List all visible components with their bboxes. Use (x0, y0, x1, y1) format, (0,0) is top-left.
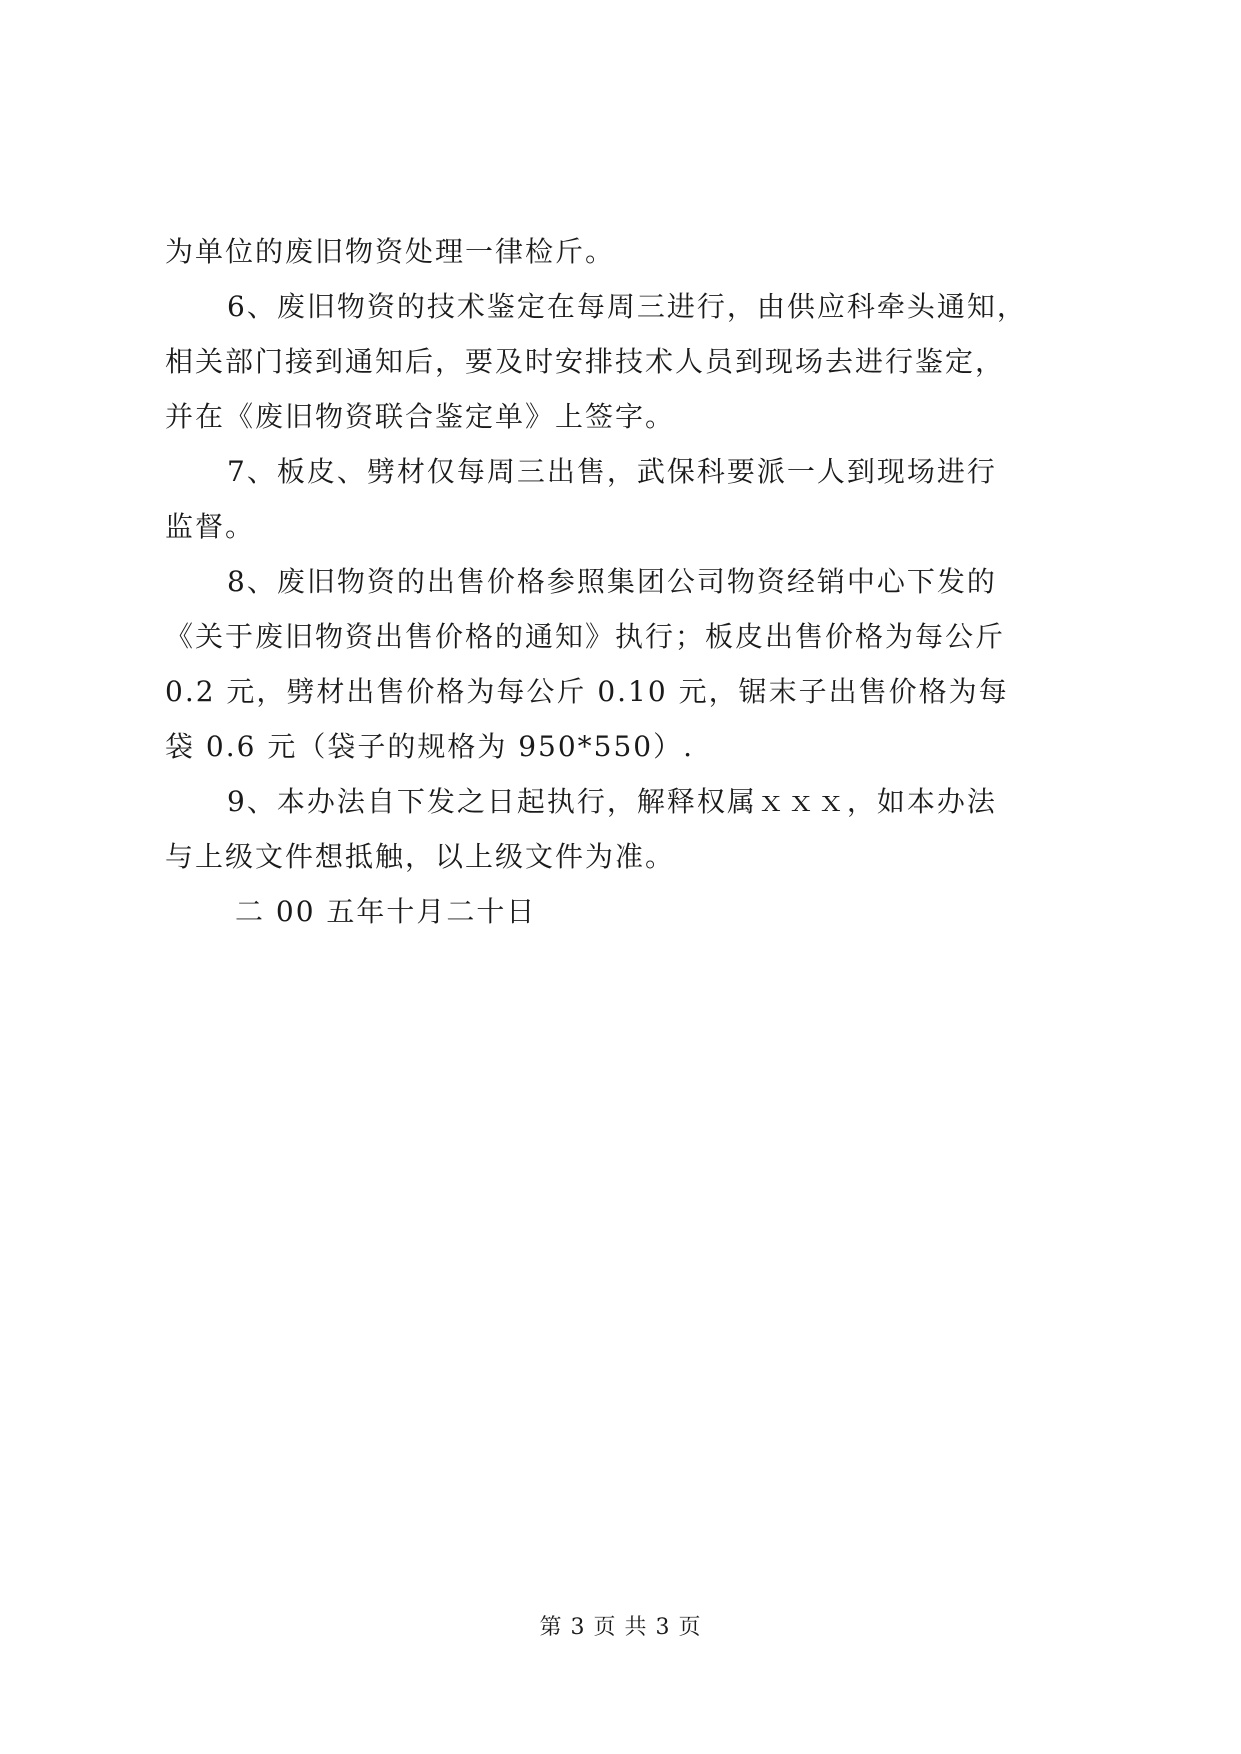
text-line: 8、废旧物资的出售价格参照集团公司物资经销中心下发的 (227, 565, 997, 598)
text-line: 相关部门接到通知后，要及时安排技术人员到现场去进行鉴定， (165, 345, 1006, 378)
text-line: 9、本办法自下发之日起执行，解释权属ｘｘｘ，如本办法 (227, 785, 997, 818)
page-footer: 第 3 页 共 3 页 (539, 1615, 702, 1640)
text-line: 监督。 (165, 510, 256, 543)
text-line: 袋 0.6 元（袋子的规格为 950*550）. (165, 730, 695, 763)
text-line: 0.2 元，劈材出售价格为每公斤 0.10 元，锯末子出售价格为每 (165, 675, 1009, 708)
text-line: 7、板皮、劈材仅每周三出售，武保科要派一人到现场进行 (227, 455, 997, 488)
text-line: 《关于废旧物资出售价格的通知》执行；板皮出售价格为每公斤 (165, 620, 1006, 653)
document-body (165, 224, 1095, 939)
text-line: 6、废旧物资的技术鉴定在每周三进行，由供应科牵头通知， (227, 290, 1027, 323)
text-line: 与上级文件想抵触，以上级文件为准。 (165, 840, 676, 873)
text-line: 为单位的废旧物资处理一律检斤。 (165, 235, 616, 268)
document-date: 二 00 五年十月二十日 (235, 895, 537, 928)
text-line: 并在《废旧物资联合鉴定单》上签字。 (165, 400, 676, 433)
